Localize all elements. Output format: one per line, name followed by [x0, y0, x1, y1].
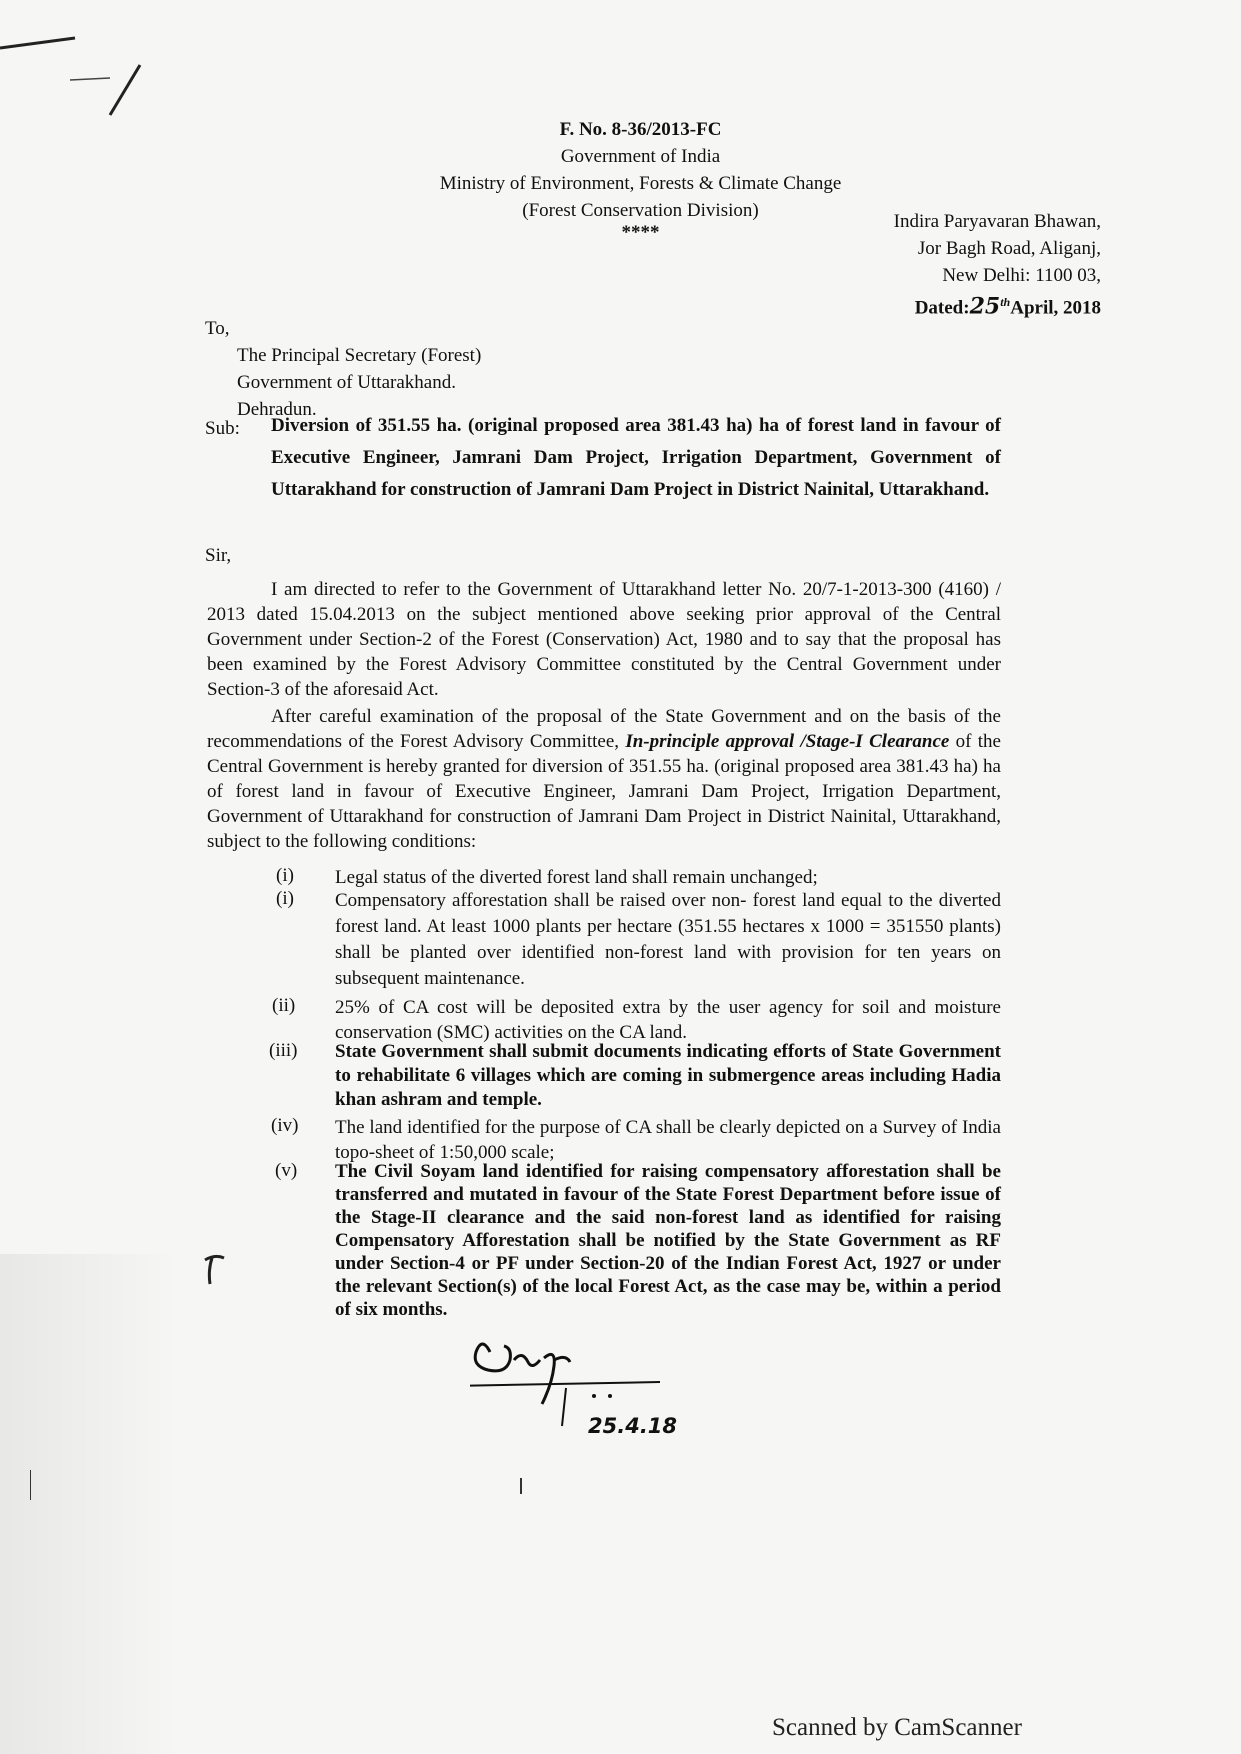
letter-date — [894, 289, 1101, 321]
subject-label: Sub: — [205, 418, 240, 439]
address-line-3: New Delhi: 1100 03, — [942, 265, 1101, 286]
subject-text: Diversion of 351.55 ha. (original proposed area 381.43 ha) ha of forest land in favour of Executive Engineer, Jamrani Dam Project, Irrigation Department, Government of Uttarakhand for construction of Jamrani Dam Project in District Nainital, Uttarakhand. — [271, 415, 1001, 500]
government-name: Government of India — [560, 146, 721, 167]
condition-text: State Government shall submit documents indicating efforts of State Government to rehabilitate 6 villages which are coming in submergence areas including Hadia khan ashram and temple. — [335, 1041, 1001, 1110]
condition-text: The Civil Soyam land identified for raising compensatory afforestation shall be transferred and mutated in favour of the State Forest Department before issue of the Stage-II clearance and the said non-forest land as identified for raising Compensatory Afforestation shall be notified by the State Government as RF under Section-4 or PF under Section-20 of the Indian Forest Act, 1927 or under the relevant Section(s) of the local Forest Act, as the case may be, within a period of six months. — [335, 1161, 1001, 1320]
division-name: (Forest Conservation Division) — [522, 200, 759, 221]
dated-day-handwritten: 25 — [969, 293, 1001, 320]
dated-label: Dated: — [914, 297, 970, 319]
scan-shadow — [0, 1254, 180, 1754]
margin-initial-mark — [200, 1250, 230, 1290]
condition-text: The land identified for the purpose of CA shall be clearly depicted on a Survey of India topo-sheet of 1:50,000 scale; — [335, 1117, 1001, 1163]
condition-number: (iii) — [269, 1040, 298, 1061]
salutation: Sir, — [205, 545, 232, 566]
header-stars: **** — [621, 222, 660, 243]
dated-day-suffix: th — [1000, 295, 1011, 309]
condition-number: (i) — [276, 888, 294, 909]
recipient-line-3: Dehradun. — [237, 399, 317, 420]
ministry-name: Ministry of Environment, Forests & Climate Change — [439, 173, 842, 194]
paragraph-2-part-b: of the Central Government is hereby granted for diversion of 351.55 ha. (original proposed area 381.43 ha) ha of forest land in favour of Executive Engineer, Jamrani Dam Project, Irrigation Department, Government of Uttarakhand for construction of Jamrani Dam Project in District Nainital, Uttarakhand, subject to the following conditions: — [207, 731, 1001, 852]
to-label: To, — [205, 318, 230, 339]
paragraph-2 — [207, 704, 1001, 854]
address-line-1: Indira Paryavaran Bhawan, — [893, 211, 1101, 232]
sender-address — [894, 208, 1101, 321]
paragraph-2-emphasis: In-principle approval /Stage-I Clearance — [625, 731, 950, 752]
recipient-line-1: The Principal Secretary (Forest) — [237, 345, 482, 366]
condition-text: Legal status of the diverted forest land shall remain unchanged; — [335, 867, 818, 888]
condition-text: Compensatory afforestation shall be raised over non- forest land equal to the diverted forest land. At least 1000 plants per hectare (351.55 hectares x 1000 = 351550 plants) shall be planted over identified non-forest land with provision for ten years on subsequent maintenance. — [335, 890, 1001, 989]
dated-month-year: April, 2018 — [1010, 297, 1101, 319]
condition-number: (v) — [275, 1160, 298, 1181]
camscanner-watermark: Scanned by CamScanner — [772, 1714, 1022, 1741]
handwritten-stroke-mark — [0, 20, 170, 130]
paragraph-1: I am directed to refer to the Government of Uttarakhand letter No. 20/7-1-2013-300 (4160) / 2013 dated 15.04.2013 on the subject mentioned above seeking prior approval of the Central Government under Section-2 of the Forest (Conservation) Act, 1980 and to say that the proposal has been examined by the Forest Advisory Committee constituted by the Central Government under Section-3 of the aforesaid Act. — [207, 579, 1001, 700]
signature-image — [470, 1330, 680, 1480]
recipient-block — [205, 315, 481, 423]
condition-number: (ii) — [272, 995, 296, 1016]
signature-date: 25.4.18 — [588, 1414, 678, 1438]
address-line-2: Jor Bagh Road, Aliganj, — [917, 238, 1101, 259]
scan-speck — [520, 1478, 522, 1494]
condition-number: (iv) — [271, 1115, 299, 1136]
condition-text: 25% of CA cost will be deposited extra by the user agency for soil and moisture conservation (SMC) activities on the CA land. — [335, 997, 1001, 1043]
condition-number: (i) — [276, 865, 294, 886]
recipient-line-2: Government of Uttarakhand. — [237, 372, 456, 393]
file-number: F. No. 8-36/2013-FC — [559, 119, 722, 140]
paragraph-2-part-a: After careful examination of the proposal of the State Government and on the basis of the recommendations of the Forest Advisory Committee, — [207, 706, 1001, 752]
scan-speck — [30, 1470, 31, 1500]
